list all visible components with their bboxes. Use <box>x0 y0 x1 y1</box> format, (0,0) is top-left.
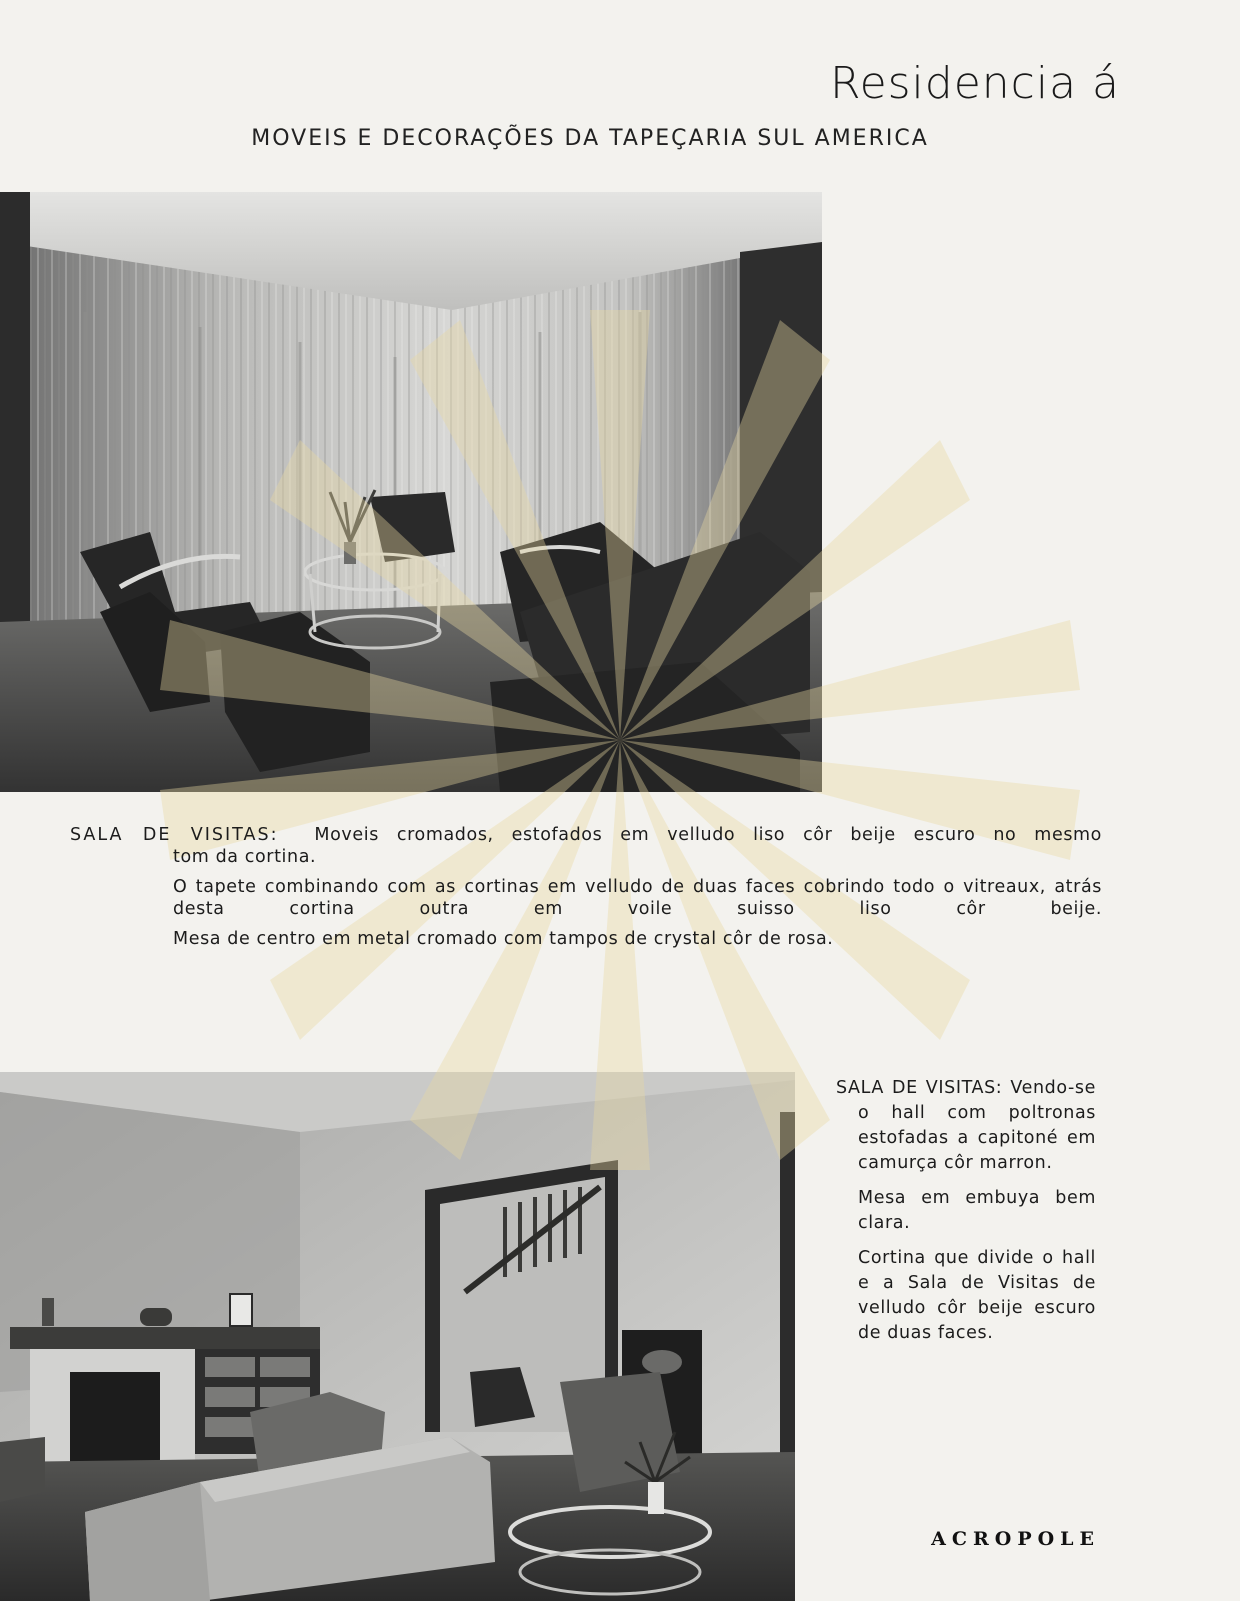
caption-1-paragraph-3: Mesa de centro em metal cromado com tampos de crystal côr de rosa. <box>173 929 834 949</box>
caption-2-label: SALA DE VISITAS: <box>836 1078 1003 1098</box>
page-title: Residencia á <box>829 58 1120 109</box>
caption-sala-de-visitas-1 <box>70 824 1102 950</box>
caption-1-lead <box>70 824 1102 846</box>
living-room-photo-top <box>0 192 822 792</box>
caption-1-paragraph-2: O tapete combinando com as cortinas em velludo de duas faces cobrindo todo o vitreaux, atrás desta cortina outra em voile suisso liso côr beije. <box>173 877 1102 919</box>
caption-1-continuation: tom da cortina. <box>173 847 317 867</box>
caption-sala-de-visitas-2 <box>836 1076 1096 1346</box>
caption-1-label: SALA DE VISITAS: <box>70 825 279 845</box>
living-room-photo-bottom <box>0 1072 795 1601</box>
page-subtitle: MOVEIS E DECORAÇÕES DA TAPEÇARIA SUL AMERICA <box>251 126 929 151</box>
publication-name: ACROPOLE <box>931 1528 1100 1550</box>
caption-2-lead <box>836 1076 1096 1176</box>
caption-1-lead-text: Moveis cromados, estofados em velludo liso côr beije escuro no mesmo <box>314 825 1102 845</box>
caption-2-lead-text: Vendo-se o hall com poltronas estofadas a capitoné em camurça côr marron. <box>858 1078 1096 1173</box>
caption-2-paragraph-2: Mesa em embuya bem clara. <box>858 1188 1096 1233</box>
caption-2-paragraph-3: Cortina que divide o hall e a Sala de Visitas de velludo côr beije escuro de duas faces. <box>858 1248 1096 1343</box>
